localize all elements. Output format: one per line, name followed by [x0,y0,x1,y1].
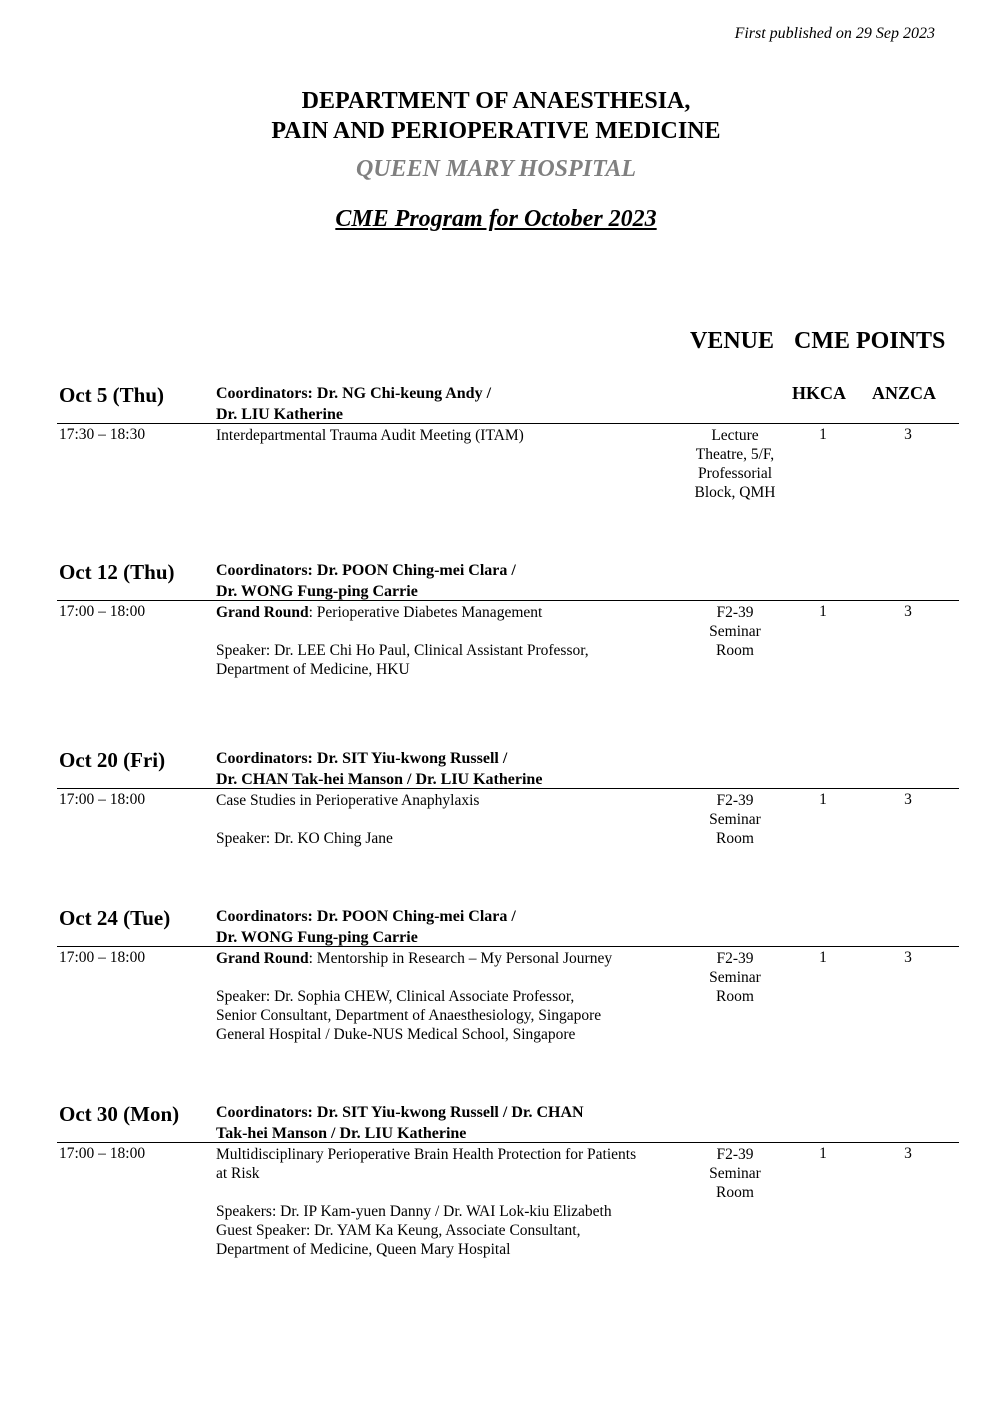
venue-line: Seminar [709,811,761,828]
venue-line: F2-39 [716,792,754,809]
session-hkca-points: 1 [819,1145,827,1162]
venue-line: F2-39 [716,950,754,967]
speaker-line: Speaker: Dr. Sophia CHEW, Clinical Associate Professor, [216,988,575,1005]
coordinator-line: Tak-hei Manson / Dr. LIU Katherine [216,1125,467,1142]
session-time: 17:30 – 18:30 [59,426,146,443]
session-anzca-points: 3 [904,426,912,443]
coordinator-line: Dr. LIU Katherine [216,406,343,423]
session-title-text: : Perioperative Diabetes Management [308,604,543,621]
anzca-column-header: ANZCA [872,383,937,403]
session-divider [57,946,959,947]
department-title-line1: DEPARTMENT OF ANAESTHESIA, [301,88,691,114]
published-date: First published on 29 Sep 2023 [734,25,935,42]
session-title-text: Case Studies in Perioperative Anaphylaxis [216,792,480,809]
session-venue [680,603,790,660]
session-venue [680,1145,790,1202]
session-divider [57,1142,959,1143]
venue-line: Block, QMH [694,484,776,501]
session-title-bold: Grand Round [216,950,309,967]
speaker-line: Guest Speaker: Dr. YAM Ka Keung, Associate Consultant, [216,1222,581,1239]
session-time: 17:00 – 18:00 [59,949,146,966]
speaker-line: Department of Medicine, Queen Mary Hospital [216,1241,511,1258]
coordinator-line: Coordinators: Dr. NG Chi-keung Andy / [216,385,492,402]
session-title [216,1145,676,1164]
session-title-text: : Mentorship in Research – My Personal Journey [308,950,613,967]
coordinator-line: Dr. WONG Fung-ping Carrie [216,929,418,946]
session-coordinators [216,906,666,948]
session-description [216,426,676,445]
session-title [216,791,676,810]
session-description [216,1145,676,1259]
session-date: Oct 30 (Mon) [59,1102,180,1126]
venue-line: Seminar [709,623,761,640]
session-hkca-points: 1 [819,426,827,443]
coordinator-line: Coordinators: Dr. POON Ching-mei Clara / [216,562,516,579]
coordinator-line: Dr. WONG Fung-ping Carrie [216,583,418,600]
session-venue [680,791,790,848]
session-date: Oct 24 (Tue) [59,906,171,930]
hospital-name: QUEEN MARY HOSPITAL [355,156,637,182]
venue-line: Room [716,1184,754,1201]
session-coordinators [216,748,666,790]
venue-line: Room [716,830,754,847]
session-title [216,426,676,445]
program-title [0,206,992,233]
speaker-line: Senior Consultant, Department of Anaesthesiology, Singapore [216,1007,602,1024]
session-coordinators [216,383,666,425]
venue-line: Professorial [697,465,773,482]
session-title-text: Multidisciplinary Perioperative Brain Health Protection for Patients [216,1146,637,1163]
coordinator-line: Coordinators: Dr. SIT Yiu-kwong Russell / Dr. CHAN [216,1104,584,1121]
venue-line: Seminar [709,1165,761,1182]
session-title-continued: at Risk [216,1165,260,1182]
speaker-line: Department of Medicine, HKU [216,661,410,678]
speaker-line: Speakers: Dr. IP Kam-yuen Danny / Dr. WAI Lok-kiu Elizabeth [216,1203,612,1220]
session-coordinators [216,1102,666,1144]
speaker-line: Speaker: Dr. LEE Chi Ho Paul, Clinical Assistant Professor, [216,642,589,659]
session-venue [680,949,790,1006]
session-title-text: Interdepartmental Trauma Audit Meeting (ITAM) [216,427,524,444]
session-divider [57,423,959,424]
hkca-column-header: HKCA [792,383,846,403]
session-hkca-points: 1 [819,791,827,808]
session-anzca-points: 3 [904,949,912,966]
session-hkca-points: 1 [819,603,827,620]
program-title-text: CME Program for October 2023 [335,206,657,232]
venue-line: Room [716,988,754,1005]
session-description [216,949,676,1044]
venue-line: F2-39 [716,604,754,621]
session-description [216,791,676,848]
session-anzca-points: 3 [904,791,912,808]
coordinator-line: Coordinators: Dr. SIT Yiu-kwong Russell / [216,750,508,767]
venue-line: Lecture [711,427,759,444]
coordinator-line: Coordinators: Dr. POON Ching-mei Clara / [216,908,516,925]
session-anzca-points: 3 [904,1145,912,1162]
session-date: Oct 20 (Fri) [59,748,166,772]
venue-column-header: VENUE [690,328,775,354]
venue-line: Seminar [709,969,761,986]
session-title [216,603,676,622]
session-venue [680,426,790,502]
venue-line: F2-39 [716,1146,754,1163]
session-date: Oct 5 (Thu) [59,383,164,407]
coordinator-line: Dr. CHAN Tak-hei Manson / Dr. LIU Katherine [216,771,543,788]
department-title-line2: PAIN AND PERIOPERATIVE MEDICINE [271,118,721,144]
venue-line: Theatre, 5/F, [695,446,775,463]
cme-points-column-header: CME POINTS [794,328,946,354]
session-divider [57,788,959,789]
speaker-line: General Hospital / Duke-NUS Medical School, Singapore [216,1026,576,1043]
session-description [216,603,676,679]
session-anzca-points: 3 [904,603,912,620]
speaker-line: Speaker: Dr. KO Ching Jane [216,830,393,847]
session-time: 17:00 – 18:00 [59,1145,146,1162]
venue-line: Room [716,642,754,659]
session-coordinators [216,560,666,602]
session-divider [57,600,959,601]
session-title-bold: Grand Round [216,604,309,621]
session-title [216,949,676,968]
session-hkca-points: 1 [819,949,827,966]
session-date: Oct 12 (Thu) [59,560,175,584]
session-time: 17:00 – 18:00 [59,603,146,620]
session-time: 17:00 – 18:00 [59,791,146,808]
